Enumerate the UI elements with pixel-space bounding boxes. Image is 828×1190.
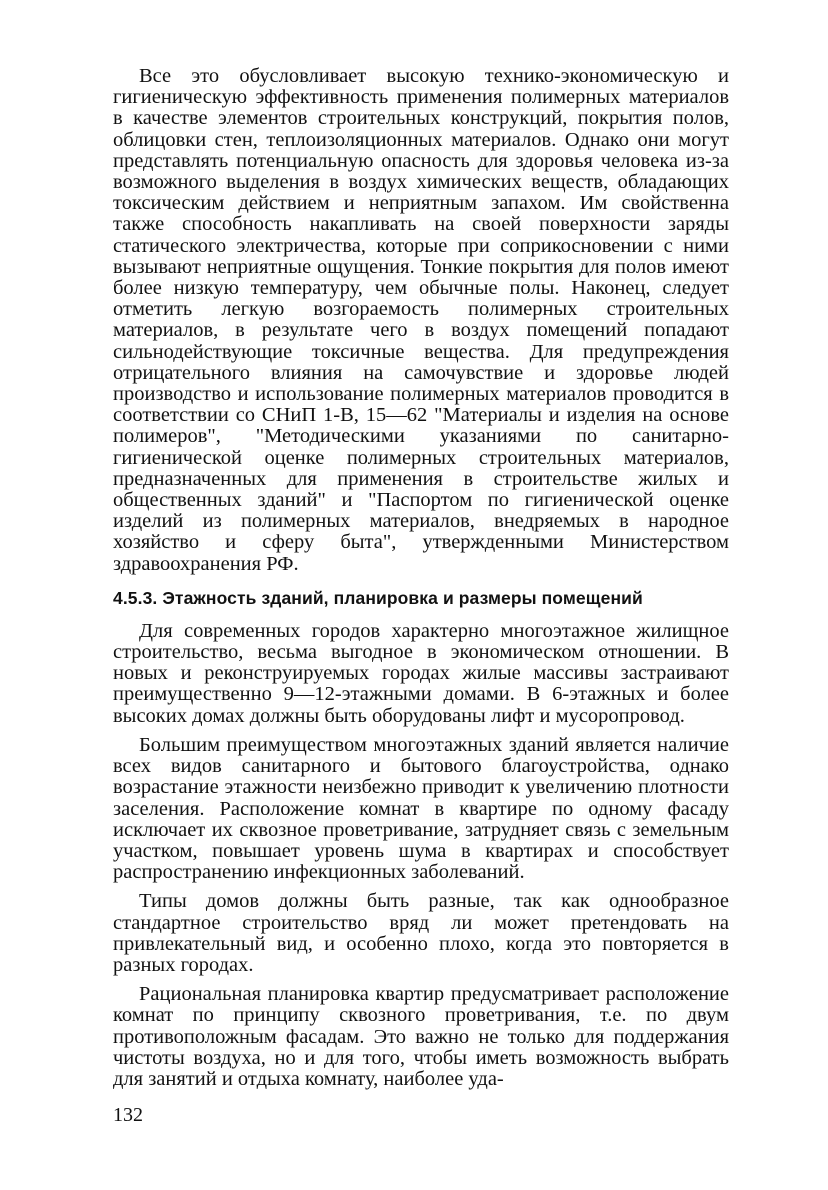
- section-heading: 4.5.3. Этажность зданий, планировка и размеры помещений: [113, 587, 643, 608]
- paragraph-house-types: Типы домов должны быть разные, так как однообразное стандартное строительство вряд ли может претендовать на привлекательный вид, и особенно плохо, когда это повторяется в разных городах.: [113, 890, 729, 976]
- paragraph-multistorey-construction: Для современных городов характерно многоэтажное жилищное строительство, весьма выгодное в экономическом отношении. В новых и реконструируемых городах жилые массивы застраивают преимущественно 9—12-этажными домами. В 6-этажных и более высоких домах должны быть оборудованы лифт и мусоропровод.: [113, 619, 729, 727]
- paragraph-apartment-layout: Рациональная планировка квартир предусматривает расположение комнат по принципу сквозного проветривания, т.е. по двум противоположным фасадам. Это важно не только для поддержания чистоты воздуха, но и для того, чтобы иметь возможность выбрать для занятий и отдыха комнату, наиболее уда-: [113, 983, 729, 1090]
- page-body: [113, 66, 729, 1090]
- paragraph-polymer-materials: Все это обусловливает высокую технико-экономическую и гигиеническую эффективность применения полимерных материалов в качестве элементов строительных конструкций, покрытия полов, облицовки стен, теплоизоляционных материалов. Однако они могут представлять потенциальную опасность для здоровья человека из-за возможного выделения в воздух химических веществ, обладающих токсическим действием и неприятным запахом. Им свойственна также способность накапливать на своей поверхности заряды статического электричества, которые при соприкосновении с ними вызывают неприятные ощущения. Тонкие покрытия для полов имеют более низкую температуру, чем обычные полы. Наконец, следует отметить легкую возгораемость полимерных строительных материалов, в результате чего в воздух помещений попадают сильнодействующие токсичные вещества. Для предупреждения отрицательного влияния на самочувствие и здоровье людей производство и использование полимерных материалов проводится в соответствии со СНиП 1-В, 15—62 "Материалы и изделия на основе полимеров", "Методическими указаниями по санитарно-гигиенической оценке полимерных строительных материалов, предназначенных для применения в строительстве жилых и общественных зданий" и "Паспортом по гигиенической оценке изделий из полимерных материалов, внедряемых в народное хозяйство и сферу быта", утвержденными Министерством здравоохранения РФ.: [113, 65, 729, 575]
- paragraph-multistorey-advantages: Большим преимуществом многоэтажных зданий является наличие всех видов санитарного и бытового благоустройства, однако возрастание этажности неизбежно приводит к увеличению плотности заселения. Расположение комнат в квартире по одному фасаду исключает их сквозное проветривание, затрудняет связь с земельным участком, повышает уровень шума в квартирах и способствует распространению инфекционных заболеваний.: [113, 733, 729, 884]
- page-number: 132: [113, 1104, 143, 1126]
